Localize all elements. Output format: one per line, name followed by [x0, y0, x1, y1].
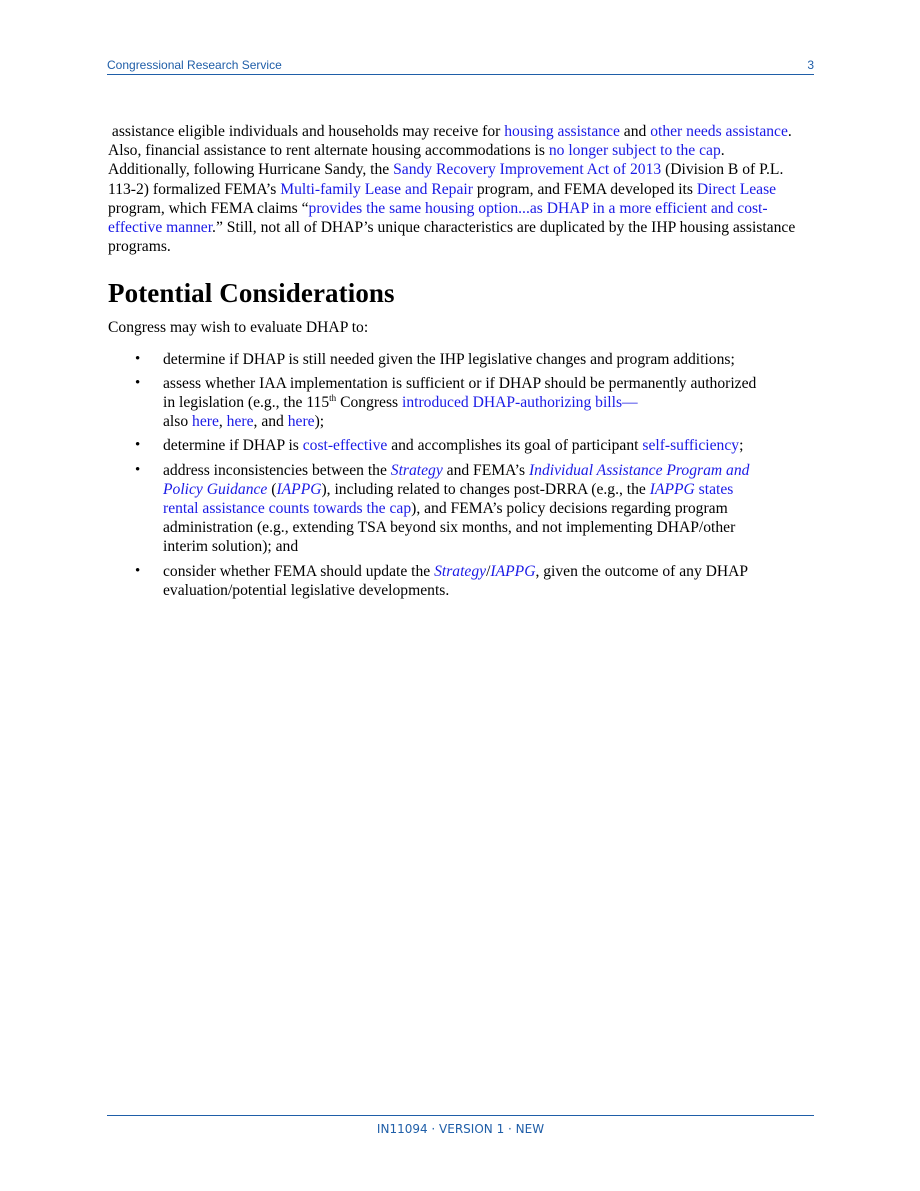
intro-paragraph: assistance eligible individuals and households may receive for housing assistance and other needs assistance. Also, financial assistance to rent alternate housing accommodations is no longer subject to the cap. Additionally, following Hurricane Sandy, the Sandy Recovery Improvement Act of 2013 (Division B of P.L. 113-2) formalized FEMA’s Multi-family Lease and Repair program, and FEMA developed its Direct Lease program, which FEMA claims “provides the same housing option...as DHAP in a more efficient and cost-effective manner.” Still, not all of DHAP’s unique characteristics are duplicated by the IHP housing assistance programs. [108, 123, 796, 256]
list-item: • determine if DHAP is still needed given the IHP legislative changes and program additions; [108, 350, 763, 369]
link-housing-assistance[interactable]: housing assistance [504, 123, 620, 140]
list-item: • consider whether FEMA should update the Strategy/IAPPG, given the outcome of any DHAP evaluation/potential legislative developments. [108, 562, 763, 600]
section-heading: Potential Considerations [108, 278, 395, 309]
list-item: • assess whether IAA implementation is sufficient or if DHAP should be permanently authorized in legislation (e.g., the 115th Congress introduced DHAP-authorizing bills— also here, here, and here); [108, 374, 763, 432]
link-strategy[interactable]: Strategy [390, 461, 443, 479]
link-here-1[interactable]: here [192, 413, 219, 431]
link-direct-lease[interactable]: Direct Lease [696, 180, 777, 198]
considerations-list [108, 350, 808, 600]
link-dhap-authorizing-bills[interactable]: introduced DHAP-authorizing bills [402, 394, 623, 412]
link-cost-effective[interactable]: cost-effective [302, 437, 388, 455]
link-strategy-2[interactable]: Strategy [434, 562, 487, 580]
link-provides-same-housing-option[interactable]: provides the same housing option...as DHAP in a more efficient and cost-effective manner [108, 199, 768, 237]
list-item: • address inconsistencies between the Strategy and FEMA’s Individual Assistance Program and Policy Guidance (IAPPG), including related to changes post-DRRA (e.g., the IAPPG states rental assistance counts towards the cap), and FEMA’s policy decisions regarding program administration (e.g., extending TSA beyond six months, and not implementing DHAP/other interim solution); and [108, 461, 763, 557]
document-body [108, 122, 808, 605]
link-iappg-rental-assistance-cap[interactable]: IAPPG states rental assistance counts towards the cap [163, 480, 734, 518]
link-multifamily-lease-repair[interactable]: Multi-family Lease and Repair [280, 180, 473, 198]
link-iappg-2[interactable]: IAPPG [490, 562, 536, 580]
section-lead: Congress may wish to evaluate DHAP to: [108, 319, 369, 337]
link-here-3[interactable]: here [287, 413, 315, 431]
list-item: • determine if DHAP is cost-effective and accomplishes its goal of participant self-sufficiency; [108, 436, 763, 455]
link-no-longer-subject-to-cap[interactable]: no longer subject to the cap [548, 142, 721, 160]
link-iappg-title[interactable]: Individual Assistance Program and Policy Guidance [163, 461, 750, 498]
page-header [107, 58, 814, 75]
link-iappg-abbrev[interactable]: IAPPG [276, 480, 322, 498]
header-organization: Congressional Research Service [107, 58, 282, 72]
link-sandy-recovery-act[interactable]: Sandy Recovery Improvement Act of 2013 [393, 161, 662, 179]
footer-document-id: IN11094 · VERSION 1 · NEW [376, 1122, 545, 1136]
link-here-2[interactable]: here [226, 413, 254, 431]
header-page-number: 3 [807, 58, 814, 72]
page-footer [107, 1115, 814, 1146]
link-self-sufficiency[interactable]: self-sufficiency [642, 437, 740, 455]
link-other-needs-assistance[interactable]: other needs assistance [650, 123, 788, 140]
